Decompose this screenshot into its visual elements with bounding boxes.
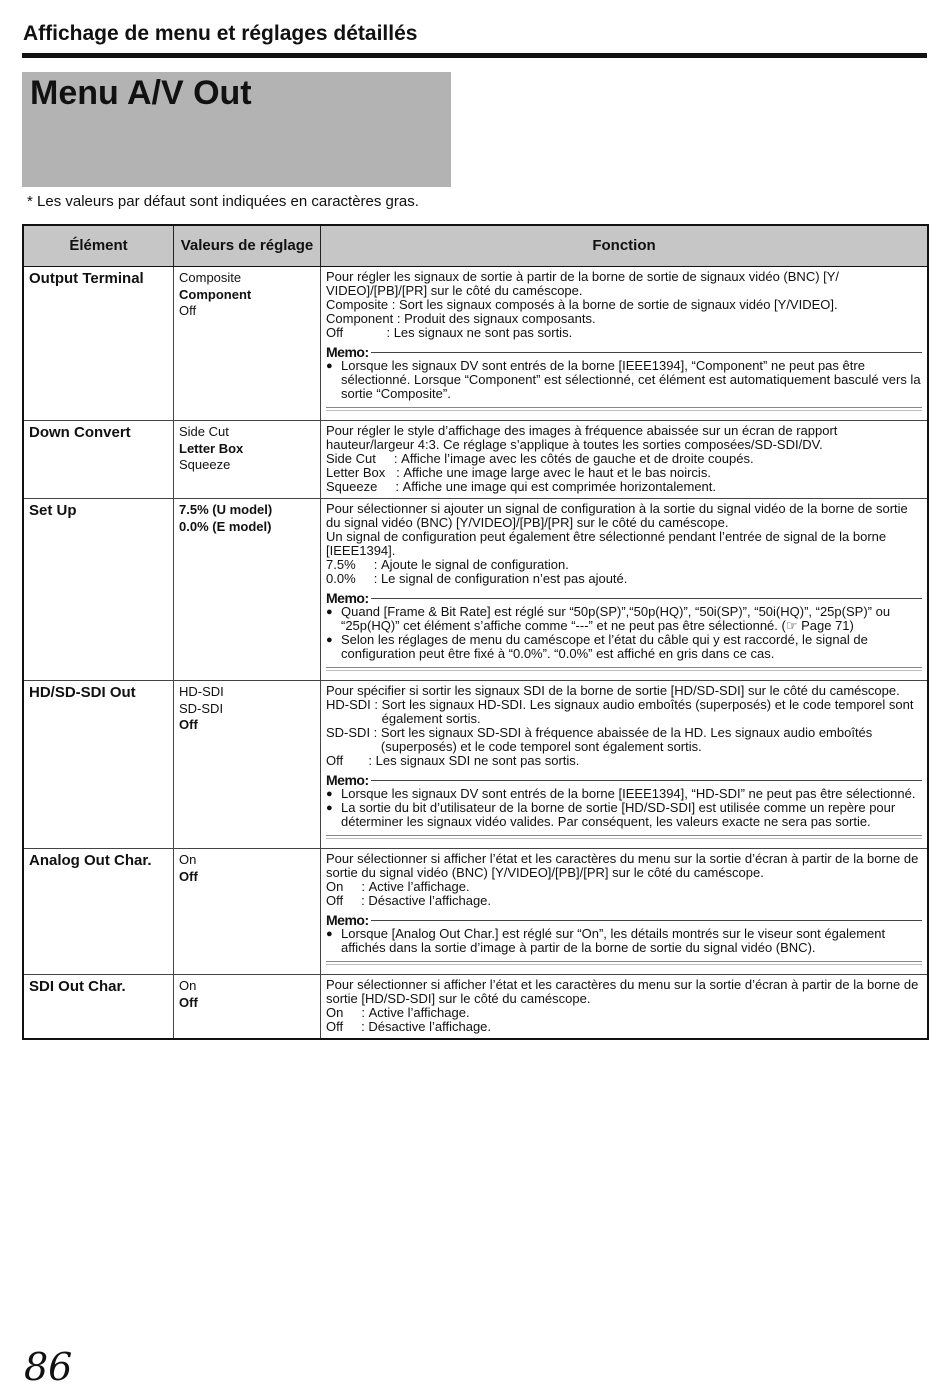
option-key: Off bbox=[326, 893, 344, 908]
option-colon: : bbox=[355, 557, 381, 572]
memo-text: Lorsque [Analog Out Char.] est réglé sur “On”, les détails montrés sur le viseur sont également affichés dans la sortie d’image à partir de la borne de sortie du signal vidéo (BNC). bbox=[341, 926, 886, 955]
option-desc: Les signaux SDI ne sont pas sortis. bbox=[375, 753, 580, 768]
setting-name: Analog Out Char. bbox=[23, 849, 174, 975]
memo-box bbox=[326, 591, 922, 671]
option-desc: Les signaux ne sont pas sortis. bbox=[393, 325, 573, 340]
section-divider bbox=[22, 53, 927, 58]
setting-value: Component bbox=[179, 286, 252, 302]
menu-title-box bbox=[22, 72, 451, 187]
memo-bullet bbox=[326, 605, 922, 633]
option-key: Side Cut bbox=[326, 451, 376, 466]
option-desc: Active l’affichage. bbox=[368, 879, 470, 894]
setting-name: SDI Out Char. bbox=[23, 975, 174, 1040]
setting-value: Squeeze bbox=[179, 457, 231, 472]
setting-value: SD-SDI bbox=[179, 700, 224, 716]
option-colon: : bbox=[343, 1005, 369, 1020]
option-line bbox=[326, 754, 922, 768]
function-description: Pour sélectionner si afficher l’état et les caractères du menu sur la sortie d’écran à partir de la borne de sortie [HD/SD-SDI] sur le côté du caméscope. bbox=[326, 977, 919, 1006]
setting-values bbox=[174, 681, 321, 849]
function-description: Un signal de configuration peut également être sélectionné pendant l’entrée de signal de la borne [IEEE1394]. bbox=[326, 529, 887, 558]
memo-header bbox=[326, 773, 922, 787]
memo-box bbox=[326, 345, 922, 411]
setting-values bbox=[174, 849, 321, 975]
setting-name: Down Convert bbox=[23, 421, 174, 499]
memo-text: Quand [Frame & Bit Rate] est réglé sur “50p(SP)”,“50p(HQ)”, “50i(SP)”, “50i(HQ)”, “25p(SP)” ou “25p(HQ)” cet élément s’affiche comme “---” et ne peut pas être sélectionné. (☞ Page 71) bbox=[341, 604, 891, 633]
memo-rule bbox=[371, 352, 922, 353]
option-key: Off bbox=[326, 1019, 344, 1034]
setting-name: HD/SD-SDI Out bbox=[23, 681, 174, 849]
option-colon: : bbox=[343, 879, 369, 894]
setting-value: 7.5% (U model) bbox=[179, 502, 273, 517]
memo-rule bbox=[371, 598, 922, 599]
function-description: Pour régler le style d’affichage des images à fréquence abaissée sur un écran de rapport hauteur/largeur 4:3. Ce réglage s’applique à toutes les sorties composées/SD-SDI/DV. bbox=[326, 423, 838, 452]
setting-value: On bbox=[179, 978, 197, 993]
memo-end-rule bbox=[326, 667, 922, 671]
function-description: Pour sélectionner si ajouter un signal de configuration à la sortie du signal vidéo de la borne de sortie du signal vidéo (BNC) [Y/VIDEO]/[PB]/[PR] sur le côté du caméscope. bbox=[326, 501, 908, 530]
option-line bbox=[326, 698, 922, 726]
table-header-row bbox=[23, 225, 928, 267]
setting-name: Set Up bbox=[23, 499, 174, 681]
option-colon: : bbox=[377, 479, 403, 494]
function-description: Pour spécifier si sortir les signaux SDI de la borne de sortie [HD/SD-SDI] sur le côté du caméscope. bbox=[326, 683, 900, 698]
setting-value: On bbox=[179, 852, 197, 867]
memo-end-rule bbox=[326, 835, 922, 839]
setting-function bbox=[321, 681, 929, 849]
memo-label: Memo: bbox=[326, 344, 369, 360]
setting-function bbox=[321, 499, 929, 681]
option-line bbox=[326, 466, 922, 480]
column-header-values: Valeurs de réglage bbox=[174, 225, 321, 267]
option-key: On bbox=[326, 1005, 344, 1020]
option-line bbox=[326, 298, 922, 312]
option-line bbox=[326, 312, 922, 326]
setting-values bbox=[174, 421, 321, 499]
memo-header bbox=[326, 345, 922, 359]
option-key: HD-SDI bbox=[326, 697, 371, 712]
option-colon: : bbox=[385, 465, 404, 480]
option-line bbox=[326, 880, 922, 894]
option-desc: Sort les signaux SD-SDI à fréquence abaissée de la HD. Les signaux audio emboîtés (superposés) et le code temporel sont également sortis. bbox=[380, 725, 873, 754]
option-colon: : bbox=[370, 725, 381, 740]
column-header-element: Élément bbox=[23, 225, 174, 267]
setting-value: HD-SDI bbox=[179, 684, 224, 699]
option-key: On bbox=[326, 879, 344, 894]
default-values-note: * Les valeurs par défaut sont indiquées en caractères gras. bbox=[27, 193, 419, 210]
option-line bbox=[326, 326, 922, 340]
option-line bbox=[326, 452, 922, 466]
menu-title: Menu A/V Out bbox=[30, 74, 252, 112]
option-key: 7.5% bbox=[326, 557, 356, 572]
memo-end-rule bbox=[326, 961, 922, 965]
option-line bbox=[326, 1006, 922, 1020]
option-line bbox=[326, 726, 922, 754]
function-description: Pour sélectionner si afficher l’état et les caractères du menu sur la sortie d’écran à partir de la borne de sortie du signal vidéo (BNC) [Y/VIDEO]/[PB]/[PR] sur le côté du caméscope. bbox=[326, 851, 919, 880]
setting-value: Off bbox=[179, 303, 197, 318]
option-key: Off bbox=[326, 325, 344, 340]
option-desc: Affiche une image qui est comprimée horizontalement. bbox=[402, 479, 716, 494]
option-colon: : bbox=[343, 1019, 369, 1034]
option-desc: Ajoute le signal de configuration. bbox=[380, 557, 569, 572]
memo-bullet bbox=[326, 633, 922, 661]
setting-value: Side Cut bbox=[179, 424, 229, 439]
memo-bullet bbox=[326, 801, 922, 829]
memo-header bbox=[326, 913, 922, 927]
table-row bbox=[23, 421, 928, 499]
setting-function bbox=[321, 421, 929, 499]
bullet-icon: ● bbox=[326, 928, 333, 940]
option-key: Composite bbox=[326, 297, 389, 312]
memo-bullet bbox=[326, 359, 922, 401]
option-colon: : bbox=[343, 325, 394, 340]
setting-values bbox=[174, 267, 321, 421]
memo-label: Memo: bbox=[326, 590, 369, 606]
option-desc: Active l’affichage. bbox=[368, 1005, 470, 1020]
option-desc: Désactive l’affichage. bbox=[368, 893, 492, 908]
memo-box bbox=[326, 773, 922, 839]
memo-bullet bbox=[326, 787, 922, 801]
memo-rule bbox=[371, 920, 922, 921]
function-description: Pour régler les signaux de sortie à partir de la borne de sortie de signaux vidéo (BNC) [Y/ VIDEO]/[PB]/[PR] sur le côté du caméscope. bbox=[326, 269, 840, 298]
option-key: Component bbox=[326, 311, 394, 326]
option-colon: : bbox=[393, 311, 405, 326]
setting-value: Composite bbox=[179, 270, 242, 285]
memo-text: La sortie du bit d’utilisateur de la borne de sortie [HD/SD-SDI] est utilisée comme un repère pour déterminer les signaux vidéo valides. Par conséquent, les valeurs exacte ne sera pas sortie. bbox=[341, 800, 896, 829]
setting-function bbox=[321, 267, 929, 421]
table-row bbox=[23, 681, 928, 849]
memo-rule bbox=[371, 780, 922, 781]
bullet-icon: ● bbox=[326, 788, 333, 800]
option-colon: : bbox=[355, 571, 381, 586]
setting-values bbox=[174, 975, 321, 1040]
option-colon: : bbox=[370, 697, 382, 712]
option-colon: : bbox=[388, 297, 399, 312]
setting-value: Off bbox=[179, 868, 198, 884]
option-desc: Sort les signaux composés à la borne de sortie de signaux vidéo [Y/VIDEO]. bbox=[398, 297, 838, 312]
setting-value: 0.0% (E model) bbox=[179, 518, 272, 534]
option-key: Squeeze bbox=[326, 479, 378, 494]
memo-text: Lorsque les signaux DV sont entrés de la borne [IEEE1394], “HD-SDI” ne peut pas être sélectionné. bbox=[341, 786, 916, 801]
option-line bbox=[326, 1020, 922, 1034]
option-key: SD-SDI bbox=[326, 725, 371, 740]
memo-label: Memo: bbox=[326, 772, 369, 788]
table-row bbox=[23, 849, 928, 975]
option-desc: Affiche l’image avec les côtés de gauche et de droite coupés. bbox=[401, 451, 754, 466]
setting-name: Output Terminal bbox=[23, 267, 174, 421]
option-desc: Le signal de configuration n’est pas ajouté. bbox=[380, 571, 628, 586]
memo-text: Selon les réglages de menu du caméscope et l’état du câble qui y est raccordé, le signal de configuration peut être fixé à “0.0%”. “0.0%” est affiché en gris dans ce cas. bbox=[341, 632, 868, 661]
option-colon: : bbox=[375, 451, 402, 466]
bullet-icon: ● bbox=[326, 606, 333, 618]
setting-value: Off bbox=[179, 717, 198, 732]
option-key: Letter Box bbox=[326, 465, 386, 480]
option-line bbox=[326, 480, 922, 494]
option-colon: : bbox=[343, 753, 376, 768]
memo-text: Lorsque les signaux DV sont entrés de la borne [IEEE1394], “Component” ne peut pas être sélectionné. Lorsque “Component” est sélectionné, cet élément est automatiquement basculé vers la sortie “Composite”. bbox=[341, 358, 921, 401]
option-line bbox=[326, 558, 922, 572]
option-line bbox=[326, 894, 922, 908]
option-line bbox=[326, 572, 922, 586]
column-header-function: Fonction bbox=[321, 225, 929, 267]
section-title: Affichage de menu et réglages détaillés bbox=[23, 22, 418, 45]
memo-box bbox=[326, 913, 922, 965]
memo-end-rule bbox=[326, 407, 922, 411]
option-key: 0.0% bbox=[326, 571, 356, 586]
setting-function bbox=[321, 975, 929, 1040]
option-desc: Désactive l’affichage. bbox=[368, 1019, 492, 1034]
memo-label: Memo: bbox=[326, 912, 369, 928]
page-number: 86 bbox=[24, 1345, 73, 1389]
table-row bbox=[23, 267, 928, 421]
settings-table bbox=[22, 224, 929, 1040]
memo-bullet bbox=[326, 927, 922, 955]
setting-value: Letter Box bbox=[179, 440, 244, 456]
option-desc: Produit des signaux composants. bbox=[404, 311, 596, 326]
option-desc: Sort les signaux HD-SDI. Les signaux audio emboîtés (superposés) et le code temporel sont également sortis. bbox=[381, 697, 914, 726]
table-row bbox=[23, 499, 928, 681]
setting-function bbox=[321, 849, 929, 975]
option-desc: Affiche une image large avec le haut et le bas noircis. bbox=[403, 465, 711, 480]
setting-value: Off bbox=[179, 994, 198, 1010]
table-row bbox=[23, 975, 928, 1040]
bullet-icon: ● bbox=[326, 360, 333, 372]
option-key: Off bbox=[326, 753, 344, 768]
setting-values bbox=[174, 499, 321, 681]
bullet-icon: ● bbox=[326, 634, 333, 646]
option-colon: : bbox=[343, 893, 369, 908]
memo-header bbox=[326, 591, 922, 605]
bullet-icon: ● bbox=[326, 802, 333, 814]
